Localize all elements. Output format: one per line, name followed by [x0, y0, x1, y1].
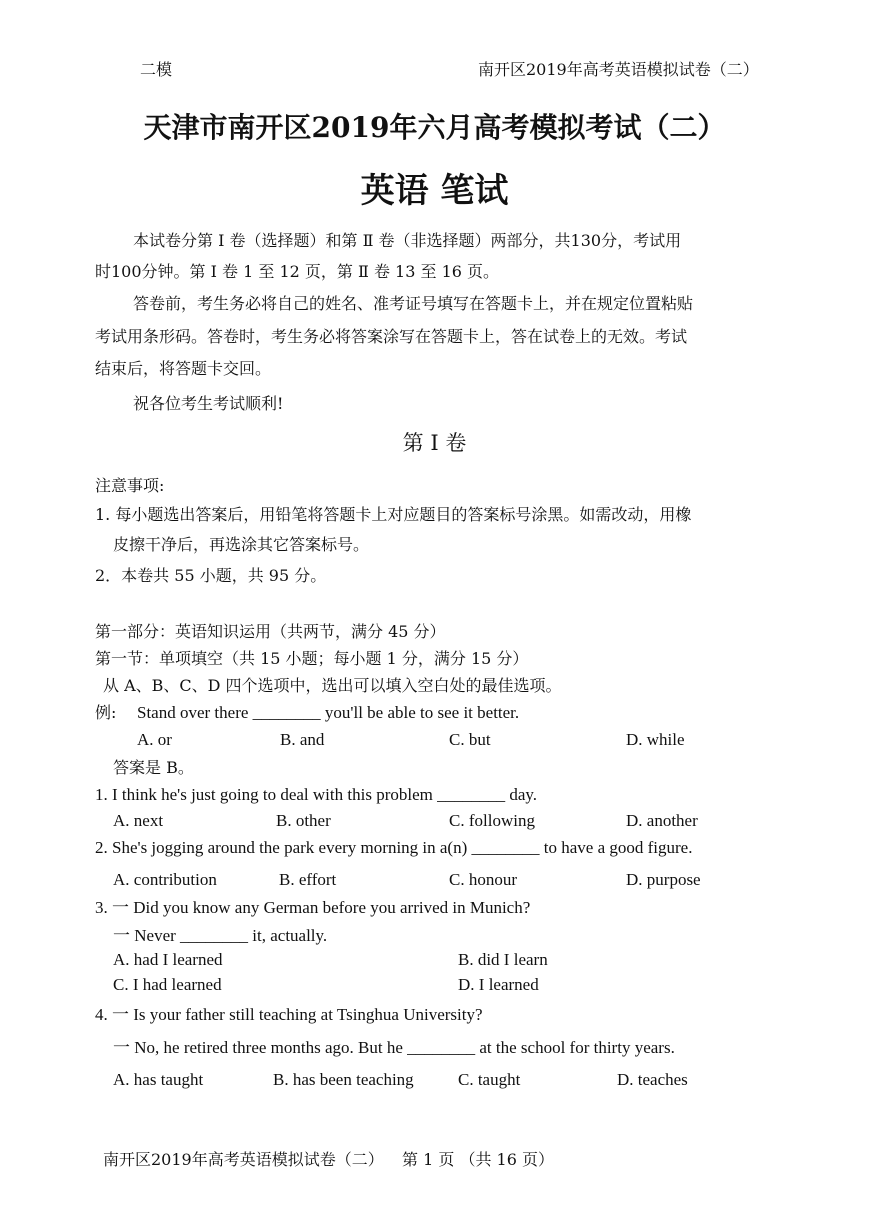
instruction: 从 A、B、C、D 四个选项中，选出可以填入空白处的最佳选项。 [103, 676, 562, 695]
question-stem: 2. She's jogging around the park every morning in a(n) ________ to have a good figure. [95, 838, 693, 857]
intro-line: 考试用条形码。答卷时，考生务必将答案涂写在答题卡上，答在试卷上的无效。考试 [95, 327, 688, 346]
option: C. taught [458, 1070, 521, 1089]
part-heading: 第一部分：英语知识运用（共两节，满分 45 分） [95, 622, 446, 641]
option: C. I had learned [113, 975, 222, 994]
option: C. following [449, 811, 535, 830]
note-item: 皮擦干净后，再选涂其它答案标号。 [113, 535, 370, 554]
header-right: 南开区2019年高考英语模拟试卷（二） [478, 60, 759, 79]
option: B. effort [279, 870, 337, 889]
note-item: 2．本卷共 55 小题，共 95 分。 [95, 566, 327, 585]
option: C. but [449, 730, 491, 749]
option: A. has taught [113, 1070, 204, 1089]
intro-line: 时100分钟。第 Ⅰ 卷 1 至 12 页，第 Ⅱ 卷 13 至 16 页。 [95, 262, 500, 281]
intro-line: 结束后，将答题卡交回。 [95, 359, 272, 378]
option: D. teaches [617, 1070, 688, 1089]
question-stem-reply: 一 Never ________ it, actually. [113, 926, 328, 945]
option: A. or [137, 730, 172, 749]
notes-heading: 注意事项: [95, 476, 165, 495]
intro-line: 本试卷分第 Ⅰ 卷（选择题）和第 Ⅱ 卷（非选择题）两部分，共130分，考试用 [133, 231, 682, 250]
option: B. other [276, 811, 331, 830]
question-stem-reply: 一 No, he retired three months ago. But he ________ at the school for thirty years. [113, 1038, 675, 1057]
footer-left: 南开区2019年高考英语模拟试卷（二） [103, 1150, 384, 1169]
option: A. had I learned [113, 950, 223, 969]
note-item: 1. 每小题选出答案后，用铅笔将答题卡上对应题目的答案标号涂黑。如需改动，用橡 [95, 505, 692, 524]
option: D. another [626, 811, 698, 830]
example-answer: 答案是 B。 [113, 758, 194, 777]
header-left: 二模 [140, 60, 173, 79]
page-subtitle: 英语 笔试 [360, 171, 509, 211]
example-stem: Stand over there ________ you'll be able to see it better. [137, 703, 520, 722]
intro-line: 祝各位考生考试顺利! [133, 394, 284, 413]
option: B. and [280, 730, 325, 749]
question-stem: 4. 一 Is your father still teaching at Tsinghua University? [95, 1005, 483, 1024]
question-stem: 1. I think he's just going to deal with this problem ________ day. [95, 785, 538, 804]
section-heading: 第一节：单项填空（共 15 小题；每小题 1 分，满分 15 分） [95, 649, 529, 668]
option: D. while [626, 730, 685, 749]
option: C. honour [449, 870, 517, 889]
volume-heading: 第 Ⅰ 卷 [402, 431, 467, 455]
option: D. purpose [626, 870, 701, 889]
question-stem: 3. 一 Did you know any German before you arrived in Munich? [95, 898, 531, 917]
option: A. next [113, 811, 164, 830]
example-label: 例: [95, 703, 117, 722]
page-number: 第 1 页 （共 16 页） [402, 1150, 554, 1169]
option: B. did I learn [458, 950, 548, 969]
option: B. has been teaching [273, 1070, 414, 1089]
page-title: 天津市南开区2019年六月高考模拟考试（二） [143, 111, 726, 144]
intro-line: 答卷前，考生务必将自己的姓名、准考证号填写在答题卡上，并在规定位置粘贴 [133, 294, 694, 313]
option: A. contribution [113, 870, 217, 889]
option: D. I learned [458, 975, 539, 994]
